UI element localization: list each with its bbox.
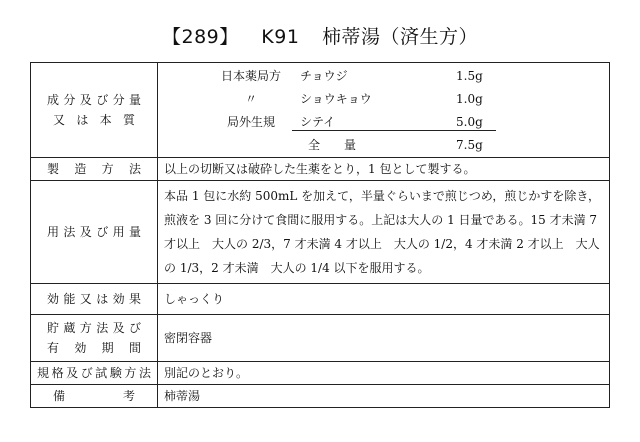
composition-label-line2: 又は本質 bbox=[53, 113, 135, 127]
manufacture-label-text: 製造方法 bbox=[47, 162, 141, 176]
dosage-row bbox=[31, 181, 610, 284]
total-underline bbox=[292, 130, 496, 131]
composition-item bbox=[158, 112, 609, 132]
composition-total-amount: 7.5g bbox=[456, 138, 483, 152]
remarks-row bbox=[31, 385, 610, 408]
composition-label bbox=[31, 63, 158, 158]
effect-label-text: 効能又は効果 bbox=[47, 292, 141, 306]
spec-label-text: 規格及び試験方法 bbox=[37, 366, 151, 380]
storage-row bbox=[31, 315, 610, 362]
effect-value: しゃっくり bbox=[158, 284, 610, 315]
spec-value: 別記のとおり。 bbox=[158, 362, 610, 385]
composition-total bbox=[158, 135, 609, 155]
spec-label bbox=[31, 362, 158, 385]
composition-amount: 1.0g bbox=[456, 92, 483, 106]
dosage-label-text: 用法及び用量 bbox=[47, 225, 141, 239]
storage-label-line2: 有効期間 bbox=[47, 341, 141, 355]
remarks-label-text: 備考 bbox=[53, 389, 135, 403]
spec-table bbox=[30, 62, 610, 408]
composition-name: ショウキョウ bbox=[300, 92, 372, 106]
composition-standard: 局外生規 bbox=[226, 115, 275, 129]
composition-amount: 5.0g bbox=[456, 115, 483, 129]
manufacture-label bbox=[31, 158, 158, 181]
manufacture-value: 以上の切断又は破砕した生薬をとり，1 包として製する。 bbox=[158, 158, 610, 181]
storage-label-line1: 貯蔵方法及び bbox=[47, 321, 141, 335]
effect-label bbox=[31, 284, 158, 315]
title-code: K91 bbox=[261, 26, 300, 48]
composition-item bbox=[158, 89, 609, 109]
composition-row bbox=[31, 63, 610, 158]
remarks-value: 柿蒂湯 bbox=[158, 385, 610, 408]
spec-row bbox=[31, 362, 610, 385]
storage-value: 密閉容器 bbox=[158, 315, 610, 362]
dosage-value: 本品 1 包に水約 500mL を加えて，半量ぐらいまで煎じつめ，煎じかすを除き，煎液を 3 回に分けて食間に服用する。上記は大人の 1 日量である。15 才未満 7 才以上 大人の 2/3，7 才未満 4 才以上 大人の 1/2，4 才未満 2 才以上 大人の 1/3，2 才未満 大人の 1/4 以下を服用する。 bbox=[158, 181, 610, 284]
dosage-label bbox=[31, 181, 158, 284]
manufacture-row bbox=[31, 158, 610, 181]
composition-standard: 〃 bbox=[244, 92, 257, 106]
title-number: 【289】 bbox=[161, 26, 239, 48]
composition-name: シテイ bbox=[300, 115, 336, 129]
composition-label-line1: 成分及び分量 bbox=[47, 93, 141, 107]
title-name: 柿蒂湯（済生方） bbox=[321, 26, 478, 48]
effect-row bbox=[31, 284, 610, 315]
composition-name: チョウジ bbox=[300, 69, 348, 83]
composition-total-label: 全 量 bbox=[308, 138, 357, 152]
composition-item bbox=[158, 66, 609, 86]
page-title bbox=[0, 22, 640, 49]
composition-amount: 1.5g bbox=[456, 69, 483, 83]
composition-standard: 日本薬局方 bbox=[220, 69, 281, 83]
storage-label bbox=[31, 315, 158, 362]
remarks-label bbox=[31, 385, 158, 408]
composition-cell bbox=[158, 63, 610, 158]
